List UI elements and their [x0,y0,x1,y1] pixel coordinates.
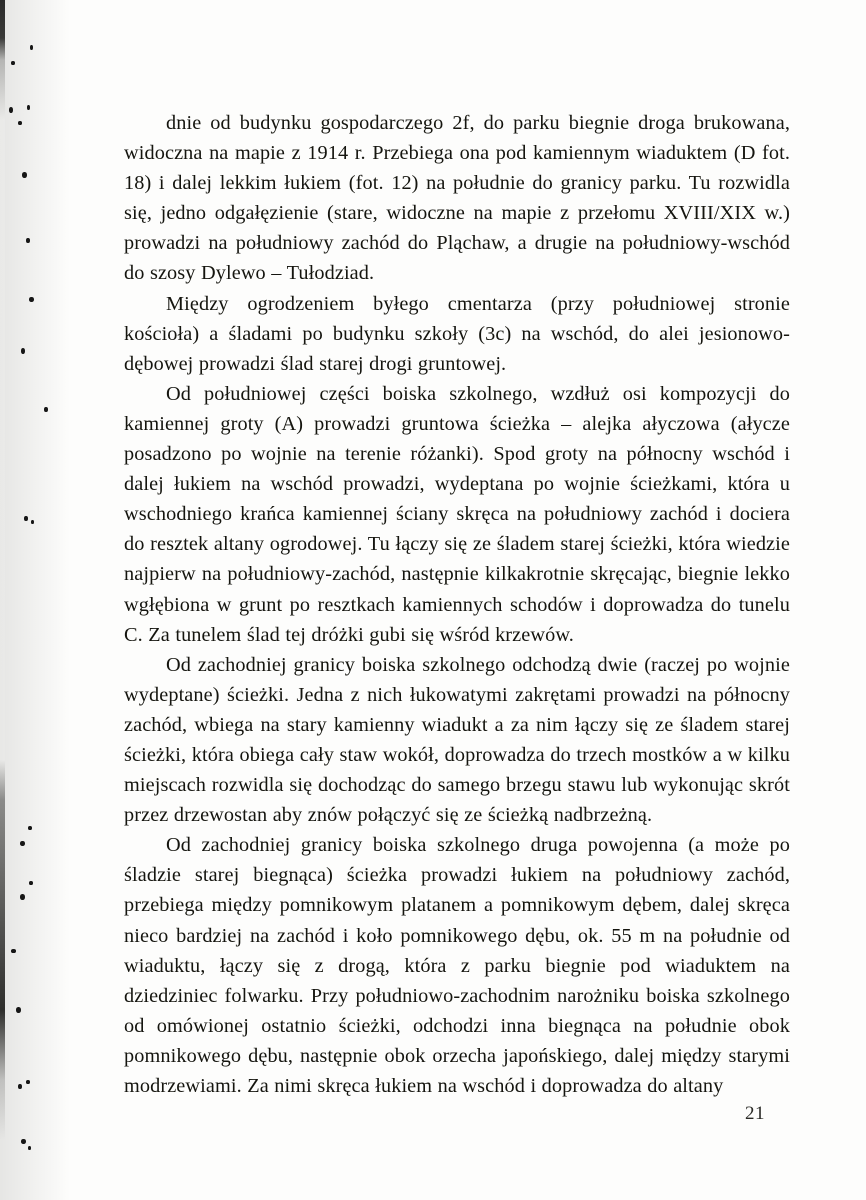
scan-speck [11,949,16,953]
paragraph: dnie od budynku gospodarczego 2f, do parku biegnie droga brukowana, widoczna na mapie z 1914 r. Przebiega ona pod kamiennym wiaduktem (D fot. 18) i dalej lekkim łukiem (fot. 12) na południe do granicy parku. Tu rozwidla się, jedno odgałęzienie (stare, widoczne na mapie z przełomu XVIII/XIX w.) prowadzi na południowy zachód do Pląchaw, a drugie na południowy-wschód do szosy Dylewo – Tułodziad. [124,112,790,285]
scan-speck [28,1146,31,1150]
scan-speck [18,121,22,125]
scan-speck [11,61,15,65]
scan-speck [44,407,48,412]
scan-speck [22,172,27,178]
scan-speck [9,107,13,113]
scan-speck [21,1139,26,1144]
scan-speck [16,1007,21,1013]
scan-speck [29,297,34,302]
scan-speck [20,841,25,846]
scan-edge-artifact [0,0,5,1200]
scan-speck [27,105,30,110]
scan-speck [18,1084,22,1089]
paragraph: Od zachodniej granicy boiska szkolnego odchodzą dwie (raczej po wojnie wydeptane) ścieżki. Jedna z nich łukowatymi zakrętami prowadzi na północny zachód, wbiega na stary kamienny wiadukt a za nim łączy się ze śladem starej ścieżki, która obiega cały staw wokół, doprowadza do trzech mostków a w kilku miejscach rozwidla się dochodząc do samego brzegu stawu lub wykonując skrót przez drzewostan aby znów połączyć się ze ścieżką nadbrzeżną. [124,653,790,827]
paragraph: Od południowej części boiska szkolnego, wzdłuż osi kompozycji do kamiennej groty (A) prowadzi gruntowa ścieżka – alejka ałyczowa (ałycze posadzono po wojnie na terenie różanki). Spod groty na północny wschód i dalej łukiem na wschód prowadzi, wydeptana po wojnie ścieżkami, która u wschodniego krańca kamiennej ściany skręca na południowy zachód i dociera do resztek altany ogrodowej. Tu łączy się ze śladem starej ścieżki, która wiedzie najpierw na południowy-zachód, następnie kilkakrotnie skręcając, biegnie lekko wgłębiona w grunt po resztkach kamiennych schodów i doprowadza do tunelu C. Za tunelem ślad tej dróżki gubi się wśród krzewów. [124,382,790,646]
scan-speck [24,516,28,521]
page-number: 21 [745,1103,765,1124]
scan-speck [29,881,33,885]
scan-speck [26,238,30,243]
scan-speck [31,520,34,524]
scan-speck [21,348,25,354]
paragraph: Od zachodniej granicy boiska szkolnego druga powojenna (a może po śladzie starej biegnąca) ścieżka prowadzi łukiem na południowy zachód, przebiega między pomnikowym platanem a pomnikowym dębem, dalej skręca nieco bardziej na zachód i koło pomnikowego dębu, ok. 55 m na południe od wiaduktu, łączy się z drogą, która z parku biegnie pod wiaduktem na dziedziniec folwarku. Przy południowo-zachodnim narożniku boiska szkolnego od omówionej ostatnio ścieżki, odchodzi inna biegnąca na południe obok pomnikowego dębu, następnie obok orzecha japońskiego, dalej między starymi modrzewiami. Za nimi skręca łukiem na wschód i doprowadza do altany [124,834,790,1097]
paragraph: Między ogrodzeniem byłego cmentarza (przy południowej stronie kościoła) a śladami po budynku szkoły (3c) na wschód, do alei jesionowo-dębowej prowadzi ślad starej drogi gruntowej. [124,292,790,375]
scan-gutter-shading [0,0,70,1200]
scan-speck [28,826,32,830]
scan-speck [26,1080,30,1084]
scan-speck [20,894,25,900]
scan-speck [30,45,33,50]
document-body-text [124,108,790,1101]
